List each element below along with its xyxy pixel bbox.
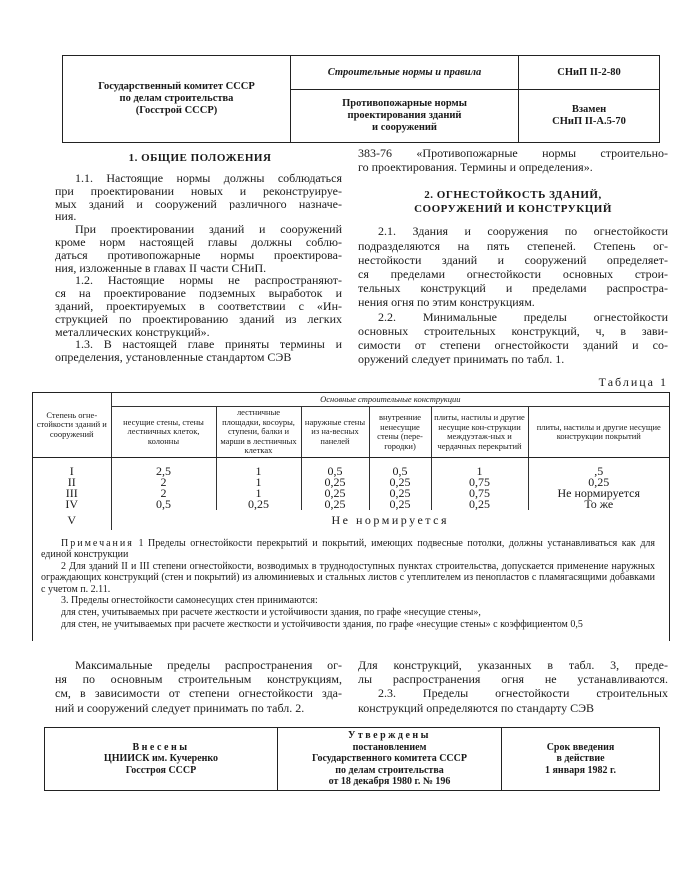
document-title [291,90,519,142]
note-1 [41,538,655,561]
table-cell-row-4: 0,25 [248,497,269,511]
document-footer [44,727,660,791]
table-cell-row-3: III [65,486,78,500]
value-cell [111,458,216,511]
text-line: ня по основным строительным конструкциям, [55,672,342,687]
footer-line: Срок введения [546,741,615,753]
heading-line: СООРУЖЕНИЙ И КОНСТРУКЦИЙ [414,203,612,216]
footer-line: Государственного комитета СССР [312,753,467,765]
table-cell-row-1: 0,5 [392,464,408,478]
heading-line: 2. ОГНЕСТОЙКОСТЬ ЗДАНИЙ, [424,189,602,202]
paragraph-1-2 [55,274,342,338]
text-line: даться противопожарные нормы проектирова- [55,248,342,262]
paragraph-1-1 [55,172,342,223]
right-column-text [358,146,668,366]
paragraph-bottom-right [358,658,668,715]
replaces-note [519,90,659,142]
footer-line: Утверждены [348,730,431,742]
table-row-v [33,510,669,530]
text-line: основных строительных конструкций, ч, в зави- [358,323,668,338]
paragraph-1-3 [55,338,342,364]
text-line: ся на проектирование подземных выработок и [55,287,342,300]
fire-resistance-table [33,393,669,530]
text-line: ний и сооружений следует принимать по табл. 2. [55,700,305,715]
left-column-text [55,172,342,364]
text-line: 1.2. Настоящие нормы не распространяют- [75,274,342,288]
paragraph-spread-limits [55,658,342,715]
table-cell-row-2: 0,25 [389,475,411,489]
text-line: ния. [55,210,77,224]
text-line: Максимальные пределы распространения ог- [75,658,342,672]
text-line: оружений следует принимать по табл. 1. [358,352,565,367]
title-line: и сооружений [372,122,437,133]
text-line: определения, установленные стандартом СЭВ [55,351,292,364]
column-group-header: Основные строительные конструкции [111,393,669,407]
column-header: внутренние ненесущие стены (пере-городки) [369,407,431,458]
footer-line: по делам строительства [335,764,444,776]
note-3: 3. Пределы огнестойкости самонесущих стен принимаются: [61,595,318,607]
column-header: лестничные площадки, косоуры, ступени, балки и марши в лестничных клетках [216,407,301,458]
text-line: см, в зависимости от степени огнестойкости зда- [55,686,342,701]
table-cell-row-4: 0,5 [156,497,171,511]
footer-line: ЦНИИСК им. Кучеренко [103,753,219,765]
text-line: ся пределами огнестойкости основных строи- [358,267,668,282]
text-line: кроме норм настоящей главы должны соблю- [55,235,342,249]
note-3a: для стен, учитываемых при расчете жесткости и устойчивости здания, по графе «несущие стены», [61,607,481,619]
replaces-code: СНиП II-А.5-70 [552,116,626,127]
table-cell-row-2: 0,25 [324,475,346,489]
continuation-text [358,146,668,174]
table-cell-row-3: 0,25 [324,486,346,500]
document-series: Строительные нормы и правила [291,56,519,90]
text-line: Для конструкций, указанных в табл. 3, преде- [358,658,668,672]
table-1 [32,392,670,641]
column-header-degree: Степень огне-стойкости зданий и сооружений [33,393,111,458]
degree-cell [33,458,111,511]
value-cell [216,458,301,511]
approved-by [277,728,501,790]
text-line: 2.2. Минимальные пределы огнестойкости [378,309,668,324]
text-line: 1.1. Настоящие нормы должны соблюдаться [75,172,342,185]
table-data-block [33,458,669,511]
table-cell-row-1: 1 [476,464,483,478]
bottom-left-text [55,658,342,715]
text-line: При проектировании зданий и сооружений [75,223,342,236]
title-line: Противопожарные нормы [342,98,467,109]
text-line: нения огня по этим конструкциям. [358,295,535,310]
text-line: 2.3. Пределы огнестойкости строительных [378,686,668,701]
value-cell [431,458,528,511]
table-cell-row-3: 2 [160,486,167,500]
table-cell-row-2: 2 [160,475,167,489]
text-line: лы распространения огня не устанавливаются. [358,672,668,687]
org-line: Государственный комитет СССР [98,81,255,92]
text-line: струкцией по проектированию зданий из легких [55,312,342,326]
paragraph-1-1b [55,223,342,274]
footer-line: постановлением [352,741,427,753]
text-line: 1.3. В настоящей главе приняты термины и [75,338,342,352]
text-line: конструкций определяются по стандарту СЭВ [358,700,595,715]
footer-line: Внесены [132,741,190,753]
introduced-by [45,728,277,790]
table-cell-row-1: 2,5 [156,464,171,478]
table-notes [33,530,669,631]
table-cell-row-2: 0,75 [469,475,490,489]
note-3b: для стен, не учитываемых при расчете жесткости и устойчивости здания, по графе «несущие стены» с коэффициентом 0,5 [61,618,583,630]
text-line: подразделяются на пять степеней. Степень ог- [358,238,668,253]
value-cell: Не нормируется [331,513,450,527]
column-header: несущие стены, стены лестничных клеток, колонны [111,407,216,458]
note-2: 2 Для зданий II и III степени огнестойкости, возводимых в труднодоступных пунктах строительства, допускается применение наружных ограждающих конструкций (стен и покрытий) из алюминиевых и стальных листов с утеплителем из пенопластов с пламягасящими добавками с учетом п. 2.11. [41,560,655,595]
table-label: Таблица 1 [598,375,668,389]
document-header [62,55,660,143]
bottom-right-text [358,658,668,715]
text-line: мых зданий и сооружений различного назначе- [55,197,342,211]
org-line: по делам строительства [119,93,234,104]
document-code: СНиП II-2-80 [519,56,659,90]
table-cell-row-3: Не нормируется [557,486,641,500]
column-header: плиты, настилы и другие несущие кон-струкции междуэтаж-ных и чердачных перекрытий [431,407,528,458]
note-text: 1 Пределы огнестойкости перекрытий и покрытий, имеющих подвесные потолки, должны устанавливаться как для единой конструкции [41,537,656,561]
column-header: наружные стены из на-весных панелей [301,407,369,458]
value-cell [301,458,369,511]
issuing-organization [63,56,291,142]
effective-date [501,728,659,790]
table-cell-row-2: 1 [255,475,262,489]
text-line: тельных конструкций и пределами распростра- [358,281,668,296]
table-cell-row-4: То же [584,497,614,511]
text-line: ния, изложенные в главах II части СНиП. [55,261,267,275]
paragraph-2-2 [358,310,668,367]
table-cell-row-3: 1 [255,486,262,500]
value-cell [528,458,669,511]
section-2-heading [358,188,668,216]
notes-label: Примечания [61,537,134,549]
table-cell-row-3: 0,75 [469,486,490,500]
title-line: проектирования зданий [347,110,462,121]
footer-line: Госстроя СССР [125,764,197,776]
degree-cell: V [33,510,111,530]
table-cell-row-3: 0,25 [389,486,411,500]
paragraph-2-1 [358,224,668,309]
table-cell-row-1: 1 [255,464,262,478]
text-line: нестойкости зданий и сооружений определяет- [358,252,668,267]
org-line: (Госстрой СССР) [135,105,218,116]
value-cell [369,458,431,511]
text-line: 2.1. Здания и сооружения по огнестойкости [378,224,668,239]
text-line: симости от степени огнестойкости зданий и со- [358,338,668,353]
footer-line: 1 января 1982 г. [545,764,616,776]
text-line: зданий, проектируемых в соответствии с «Ин- [55,299,342,313]
table-cell-row-1: 0,5 [327,464,343,478]
text-line: 383-76 «Противопожарные нормы строительно- [358,146,668,160]
table-cell-row-1: ,5 [594,464,604,478]
table-cell-row-1: I [69,464,74,478]
replaces-label: Взамен [571,104,607,115]
table-cell-row-4: IV [65,497,79,511]
text-line: металлических конструкций». [55,325,210,339]
table-cell-row-4: 0,25 [389,497,411,511]
table-cell-row-4: 0,25 [469,497,490,511]
footer-line: от 18 декабря 1980 г. № 196 [328,776,451,788]
table-cell-row-2: II [67,475,76,489]
section-1-heading: 1. ОБЩИЕ ПОЛОЖЕНИЯ [128,152,272,164]
column-header: плиты, настилы и другие несущие конструкции покрытий [528,407,669,458]
table-cell-row-4: 0,25 [324,497,346,511]
table-cell-row-2: 0,25 [588,475,610,489]
text-line: при проектировании новых и реконструируе- [55,184,342,198]
text-line: го проектирования. Термины и определения». [358,160,593,175]
footer-line: в действие [556,753,605,765]
